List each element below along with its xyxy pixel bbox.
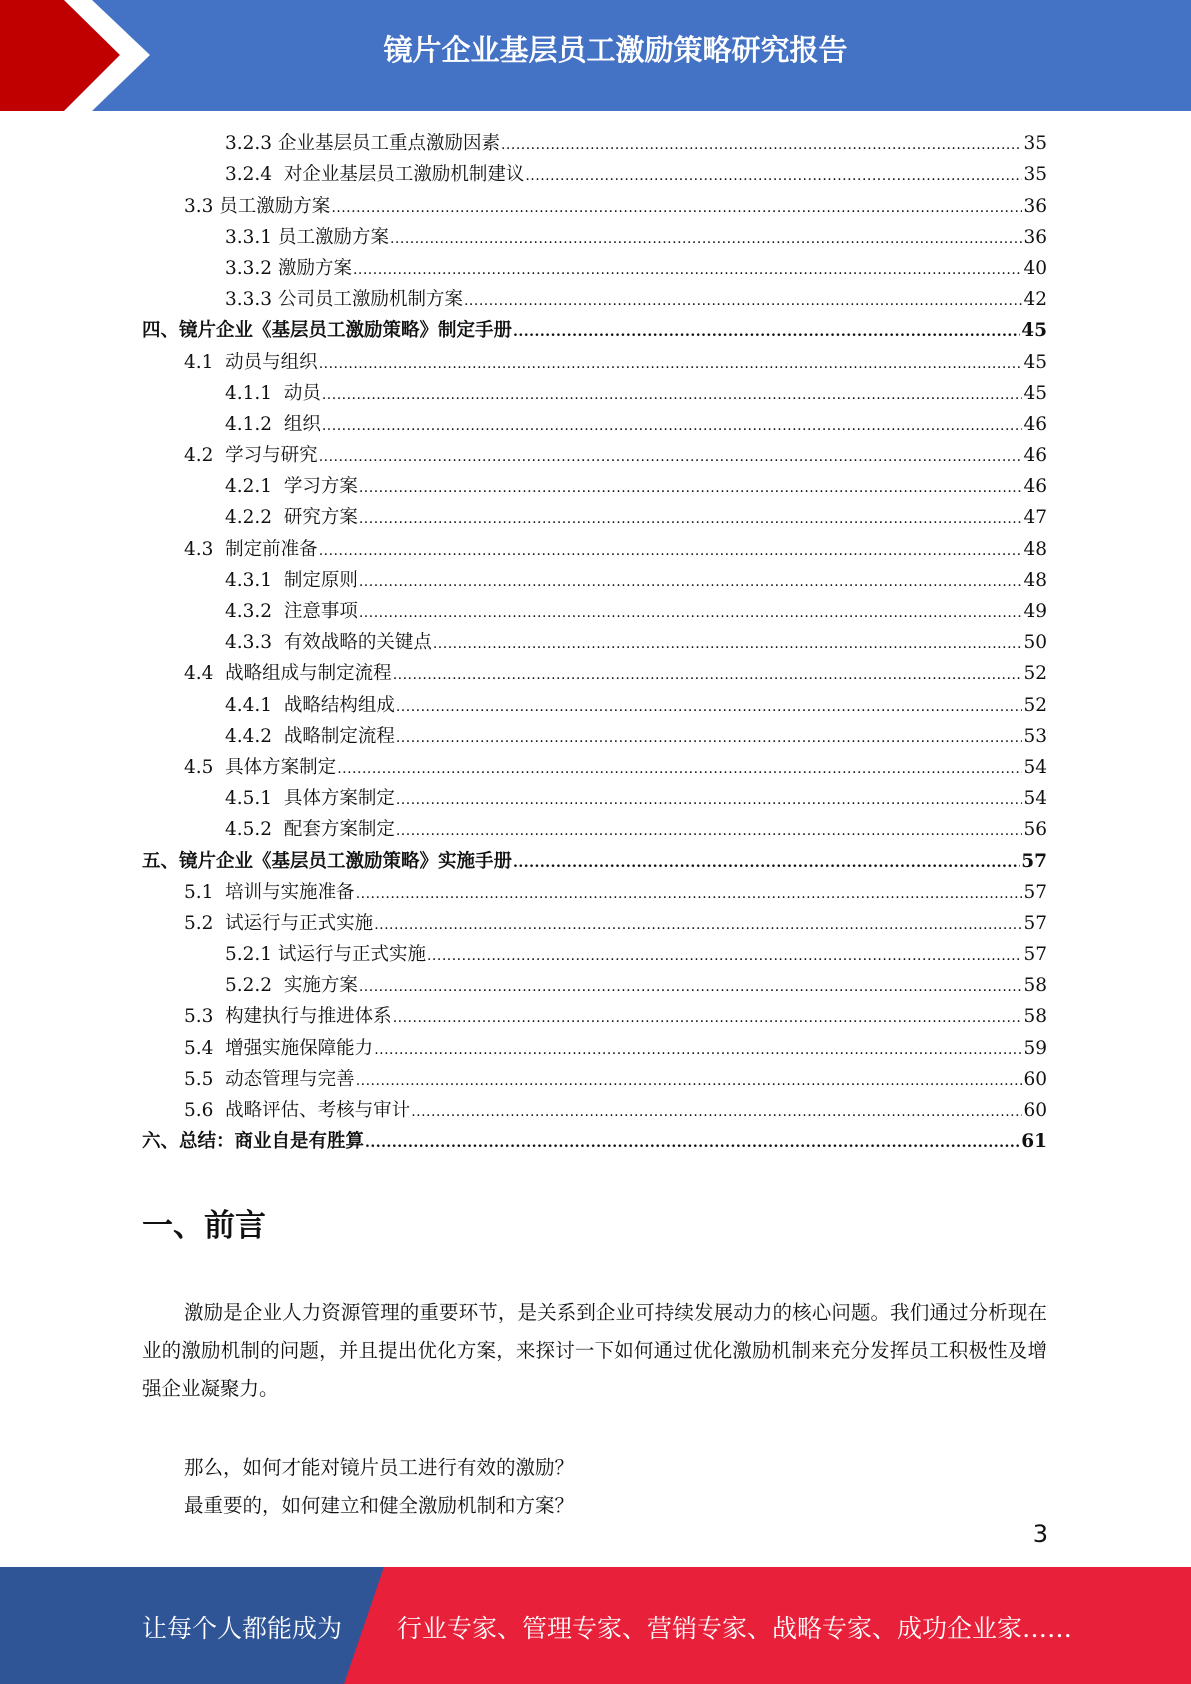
- toc-dot-leader: [393, 1004, 1023, 1032]
- toc-entry[interactable]: [142, 190, 1047, 221]
- toc-entry-label: 4.3.2 注意事项: [225, 601, 358, 622]
- toc-entry-label: 4.5 具体方案制定: [184, 756, 337, 778]
- toc-entry-label: 3.2.3 企业基层员工重点激励因素: [225, 133, 500, 155]
- toc-entry[interactable]: [142, 627, 1047, 658]
- toc-entry[interactable]: [142, 409, 1047, 440]
- toc-dot-leader: [433, 630, 1023, 658]
- toc-entry[interactable]: [142, 346, 1047, 377]
- toc-entry-page: 48: [1023, 569, 1047, 591]
- toc-dot-leader: [513, 849, 1020, 877]
- toc-entry-label: 4.4 战略组成与制定流程: [184, 663, 392, 685]
- toc-entry-page: 45: [1023, 382, 1047, 404]
- question-line-2: 最重要的，如何建立和健全激励机制和方案？: [184, 1494, 575, 1517]
- toc-dot-leader: [374, 911, 1022, 939]
- toc-entry-page: 61: [1021, 1131, 1047, 1153]
- toc-entry[interactable]: [142, 752, 1047, 783]
- toc-entry-label: 五、镜片企业《基层员工激励策略》实施手册: [142, 850, 513, 872]
- toc-entry-label: 4.1.1 动员: [225, 382, 321, 404]
- toc-entry-page: 56: [1023, 819, 1047, 841]
- toc-entry-label: 4.3.3 有效战略的关键点: [225, 632, 432, 654]
- toc-entry[interactable]: [142, 502, 1047, 533]
- toc-dot-leader: [319, 537, 1023, 565]
- toc-entry[interactable]: [142, 378, 1047, 409]
- toc-entry-label: 5.2 试运行与正式实施: [184, 912, 374, 934]
- toc-dot-leader: [525, 162, 1022, 190]
- toc-dot-leader: [356, 1067, 1023, 1095]
- toc-entry-page: 53: [1023, 725, 1047, 747]
- question-line-1: 那么，如何才能对镜片员工进行有效的激励？: [184, 1456, 575, 1479]
- toc-dot-leader: [319, 443, 1023, 471]
- toc-entry-page: 52: [1023, 694, 1047, 716]
- toc-entry-label: 六、总结：商业自是有胜算: [142, 1131, 365, 1153]
- toc-entry-page: 46: [1023, 445, 1047, 467]
- toc-dot-leader: [396, 786, 1023, 814]
- toc-dot-leader: [359, 599, 1023, 627]
- toc-dot-leader: [359, 973, 1023, 1001]
- toc-entry-page: 35: [1023, 133, 1047, 155]
- toc-entry-page: 57: [1023, 912, 1047, 934]
- toc-entry-label: 3.3.2 激励方案: [225, 257, 352, 279]
- toc-dot-leader: [322, 381, 1023, 409]
- toc-dot-leader: [427, 942, 1022, 970]
- toc-entry-label: 3.3.1 员工激励方案: [225, 226, 389, 248]
- toc-entry-page: 45: [1023, 351, 1047, 373]
- toc-entry-label: 4.4.1 战略结构组成: [225, 694, 395, 716]
- toc-entry-page: 46: [1023, 476, 1047, 498]
- toc-entry[interactable]: [142, 1001, 1047, 1032]
- toc-entry-label: 4.1 动员与组织: [184, 351, 318, 373]
- toc-entry[interactable]: [142, 253, 1047, 284]
- toc-entry-page: 58: [1023, 1006, 1047, 1028]
- toc-entry-label: 4.1.2 组织: [225, 413, 321, 435]
- toc-dot-leader: [319, 350, 1023, 378]
- toc-entry-page: 48: [1023, 538, 1047, 560]
- footer-slogan-right: 行业专家、管理专家、营销专家、战略专家、成功企业家……: [397, 1614, 1073, 1643]
- toc-entry-page: 36: [1023, 195, 1047, 217]
- toc-entry[interactable]: [142, 222, 1047, 253]
- toc-entry-label: 4.3 制定前准备: [184, 538, 318, 560]
- toc-entry-label: 4.2.2 研究方案: [225, 507, 358, 529]
- toc-dot-leader: [353, 256, 1023, 284]
- toc-entry-label: 5.5 动态管理与完善: [184, 1068, 355, 1090]
- toc-entry-page: 46: [1023, 413, 1047, 435]
- toc-entry-page: 60: [1023, 1068, 1047, 1090]
- toc-entry-page: 47: [1023, 507, 1047, 529]
- footer-slogan-left: 让每个人都能成为: [142, 1614, 343, 1643]
- toc-dot-leader: [464, 287, 1022, 315]
- toc-entry-page: 45: [1021, 320, 1047, 342]
- page-footer: [0, 1567, 1191, 1684]
- toc-entry-page: 40: [1023, 257, 1047, 279]
- toc-entry[interactable]: [142, 1126, 1047, 1157]
- toc-dot-leader: [390, 225, 1022, 253]
- page-header: [0, 0, 1191, 111]
- toc-entry-label: 5.4 增强实施保障能力: [184, 1037, 374, 1059]
- toc-entry-label: 5.3 构建执行与推进体系: [184, 1006, 392, 1028]
- toc-entry[interactable]: [142, 1095, 1047, 1126]
- toc-dot-leader: [331, 194, 1022, 222]
- toc-entry[interactable]: [142, 814, 1047, 845]
- toc-entry[interactable]: [142, 533, 1047, 564]
- toc-entry[interactable]: [142, 845, 1047, 876]
- toc-dot-leader: [337, 755, 1022, 783]
- toc-entry[interactable]: [142, 315, 1047, 346]
- toc-entry-label: 5.1 培训与实施准备: [184, 881, 355, 903]
- toc-entry-label: 5.6 战略评估、考核与审计: [184, 1100, 411, 1121]
- toc-dot-leader: [501, 131, 1022, 159]
- toc-entry-page: 59: [1023, 1037, 1047, 1059]
- toc-entry-label: 5.2.1 试运行与正式实施: [225, 944, 426, 966]
- toc-entry[interactable]: [142, 596, 1047, 627]
- toc-entry[interactable]: [142, 939, 1047, 970]
- toc-dot-leader: [359, 474, 1023, 502]
- toc-entry-label: 4.2.1 学习方案: [225, 476, 358, 498]
- toc-entry-page: 57: [1021, 850, 1047, 872]
- toc-entry[interactable]: [142, 1032, 1047, 1063]
- toc-entry-label: 4.4.2 战略制定流程: [225, 725, 395, 747]
- toc-entry[interactable]: [142, 721, 1047, 752]
- toc-dot-leader: [356, 880, 1023, 908]
- toc-entry[interactable]: [142, 1064, 1047, 1095]
- toc-entry-page: 57: [1023, 944, 1047, 966]
- toc-entry[interactable]: [142, 658, 1047, 689]
- toc-dot-leader: [513, 318, 1020, 346]
- toc-entry-label: 4.5.1 具体方案制定: [225, 788, 395, 810]
- toc-entry[interactable]: [142, 783, 1047, 814]
- toc-dot-leader: [393, 661, 1023, 689]
- toc-entry[interactable]: [142, 471, 1047, 502]
- table-of-contents: [142, 128, 1047, 1157]
- toc-entry-page: 49: [1023, 601, 1047, 622]
- toc-entry-page: 52: [1023, 663, 1047, 685]
- toc-entry[interactable]: [142, 128, 1047, 159]
- toc-entry-page: 54: [1023, 788, 1047, 810]
- toc-entry-page: 42: [1023, 289, 1047, 311]
- toc-entry-label: 四、镜片企业《基层员工激励策略》制定手册: [142, 320, 513, 342]
- toc-entry-page: 50: [1023, 632, 1047, 654]
- toc-entry[interactable]: [142, 877, 1047, 908]
- document-title: 镜片企业基层员工激励策略研究报告: [383, 33, 848, 67]
- toc-dot-leader: [359, 505, 1023, 533]
- toc-entry-page: 36: [1023, 226, 1047, 248]
- intro-paragraph: 激励是企业人力资源管理的重要环节，是关系到企业可持续发展动力的核心问题。我们通过分析现在业的激励机制的问题，并且提出优化方案，来探讨一下如何通过优化激励机制来充分发挥员工积极性及增强企业凝聚力。: [142, 1301, 1047, 1400]
- toc-entry[interactable]: [142, 565, 1047, 596]
- toc-entry-page: 58: [1023, 975, 1047, 997]
- toc-entry[interactable]: [142, 908, 1047, 939]
- toc-dot-leader: [322, 412, 1023, 440]
- toc-entry-label: 3.3 员工激励方案: [184, 195, 331, 217]
- toc-entry[interactable]: [142, 440, 1047, 471]
- toc-entry[interactable]: [142, 284, 1047, 315]
- page-number: 3: [1032, 1520, 1048, 1548]
- toc-entry-page: 60: [1023, 1100, 1047, 1121]
- toc-dot-leader: [396, 693, 1023, 721]
- toc-entry[interactable]: [142, 689, 1047, 720]
- toc-dot-leader: [359, 568, 1023, 596]
- toc-entry-page: 35: [1023, 164, 1047, 186]
- toc-entry-page: 54: [1023, 756, 1047, 778]
- toc-entry[interactable]: [142, 159, 1047, 190]
- toc-dot-leader: [411, 1098, 1022, 1126]
- toc-entry-label: 4.5.2 配套方案制定: [225, 819, 395, 841]
- toc-dot-leader: [374, 1036, 1022, 1064]
- toc-dot-leader: [365, 1129, 1020, 1157]
- toc-entry-page: 57: [1023, 881, 1047, 903]
- toc-entry-label: 3.3.3 公司员工激励机制方案: [225, 289, 463, 311]
- section-heading: 一、前言: [142, 1208, 266, 1244]
- toc-entry[interactable]: [142, 970, 1047, 1001]
- toc-dot-leader: [396, 817, 1023, 845]
- toc-entry-label: 5.2.2 实施方案: [225, 975, 358, 997]
- toc-entry-label: 4.2 学习与研究: [184, 445, 318, 467]
- toc-dot-leader: [396, 724, 1023, 752]
- toc-entry-label: 4.3.1 制定原则: [225, 569, 358, 591]
- toc-entry-label: 3.2.4 对企业基层员工激励机制建议: [225, 164, 525, 186]
